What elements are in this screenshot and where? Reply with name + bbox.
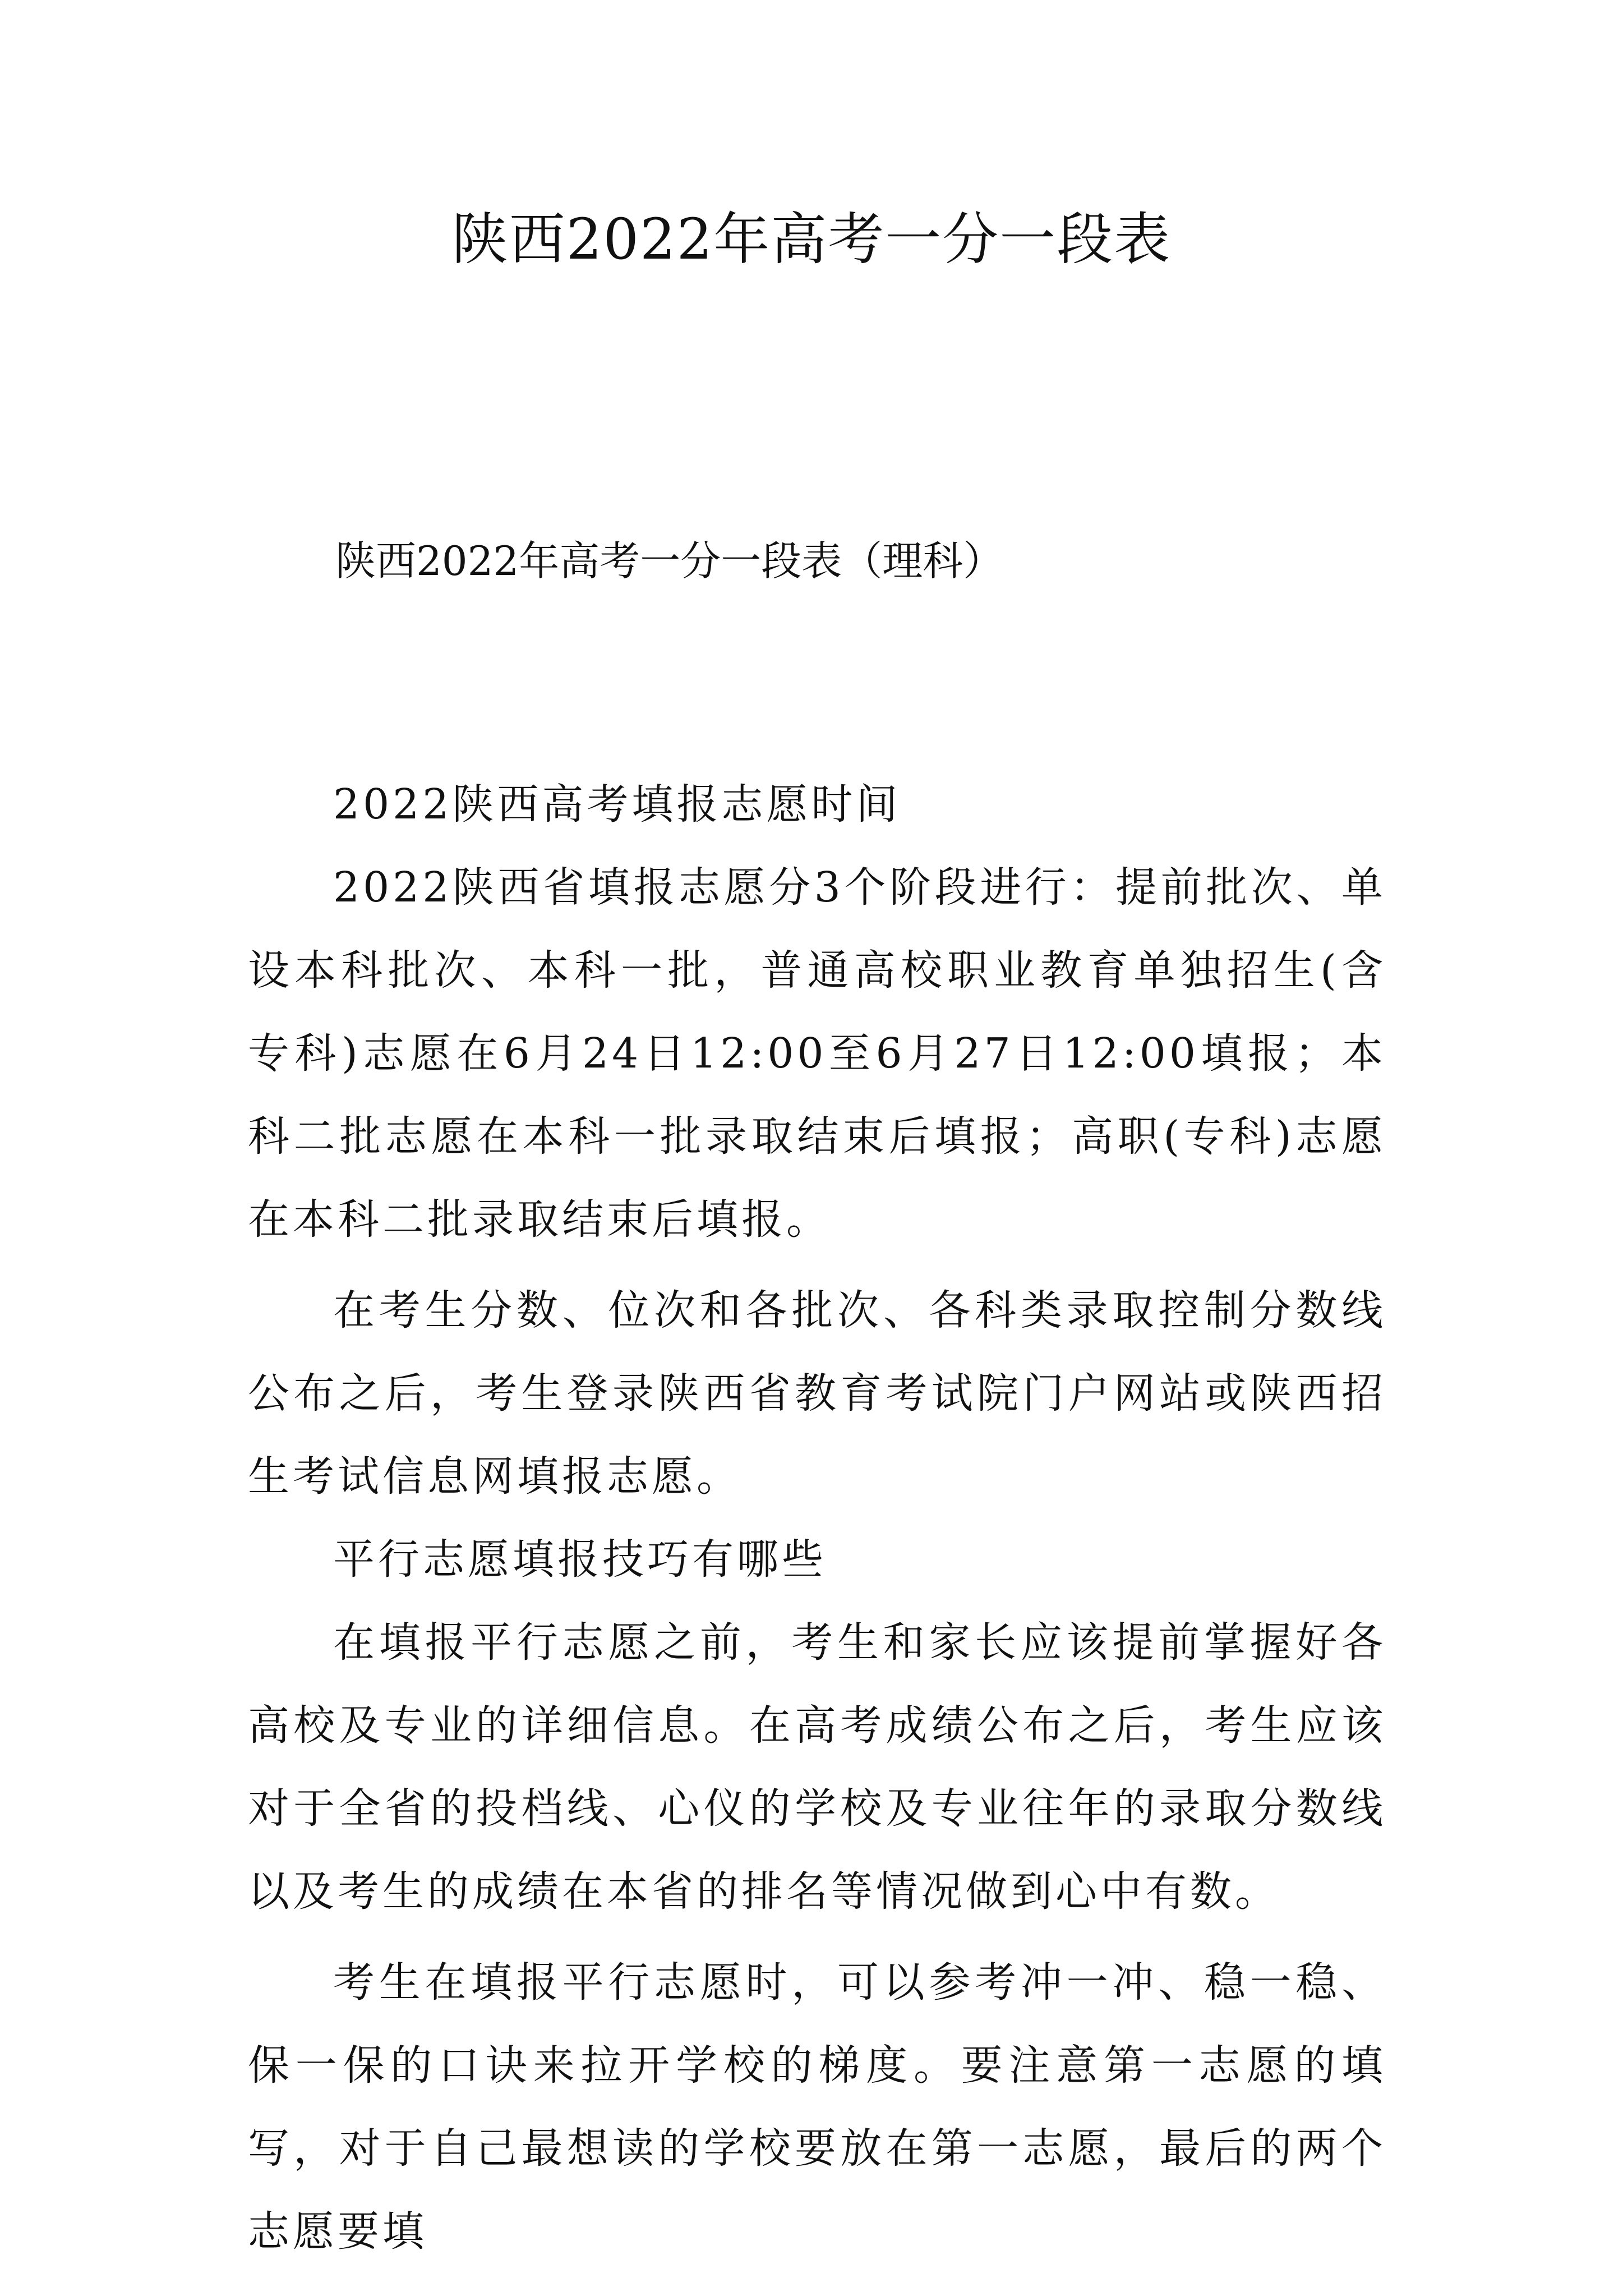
page-title: 陕西2022年高考一分一段表 [451,206,1172,272]
paragraph-heading-time: 2022陕西高考填报志愿时间 [333,780,901,829]
document-subtitle: 陕西2022年高考一分一段表（理科） [335,537,1004,585]
document-body [248,763,1386,2273]
paragraph-login: 在考生分数、位次和各批次、各科类录取控制分数线公布之后，考生登录陕西省教育考试院门户网站或陕西招生考试信息网填报志愿。 [248,1286,1386,1501]
paragraph-heading-tips: 平行志愿填报技巧有哪些 [333,1535,827,1584]
paragraph-strategy: 考生在填报平行志愿时，可以参考冲一冲、稳一稳、保一保的口诀来拉开学校的梯度。要注意第一志愿的填写，对于自己最想读的学校要放在第一志愿，最后的两个志愿要填 [248,1958,1386,2256]
paragraph-preparation: 在填报平行志愿之前，考生和家长应该提前掌握好各高校及专业的详细信息。在高考成绩公布之后，考生应该对于全省的投档线、心仪的学校及专业往年的录取分数线以及考生的成绩在本省的排名等情况做到心中有数。 [248,1618,1386,1916]
paragraph-schedule: 2022陕西省填报志愿分3个阶段进行：提前批次、单设本科批次、本科一批，普通高校职业教育单独招生(含专科)志愿在6月24日12:00至6月27日12:00填报；本科二批志愿在本科一批录取结束后填报；高职(专科)志愿在本科二批录取结束后填报。 [248,863,1386,1244]
